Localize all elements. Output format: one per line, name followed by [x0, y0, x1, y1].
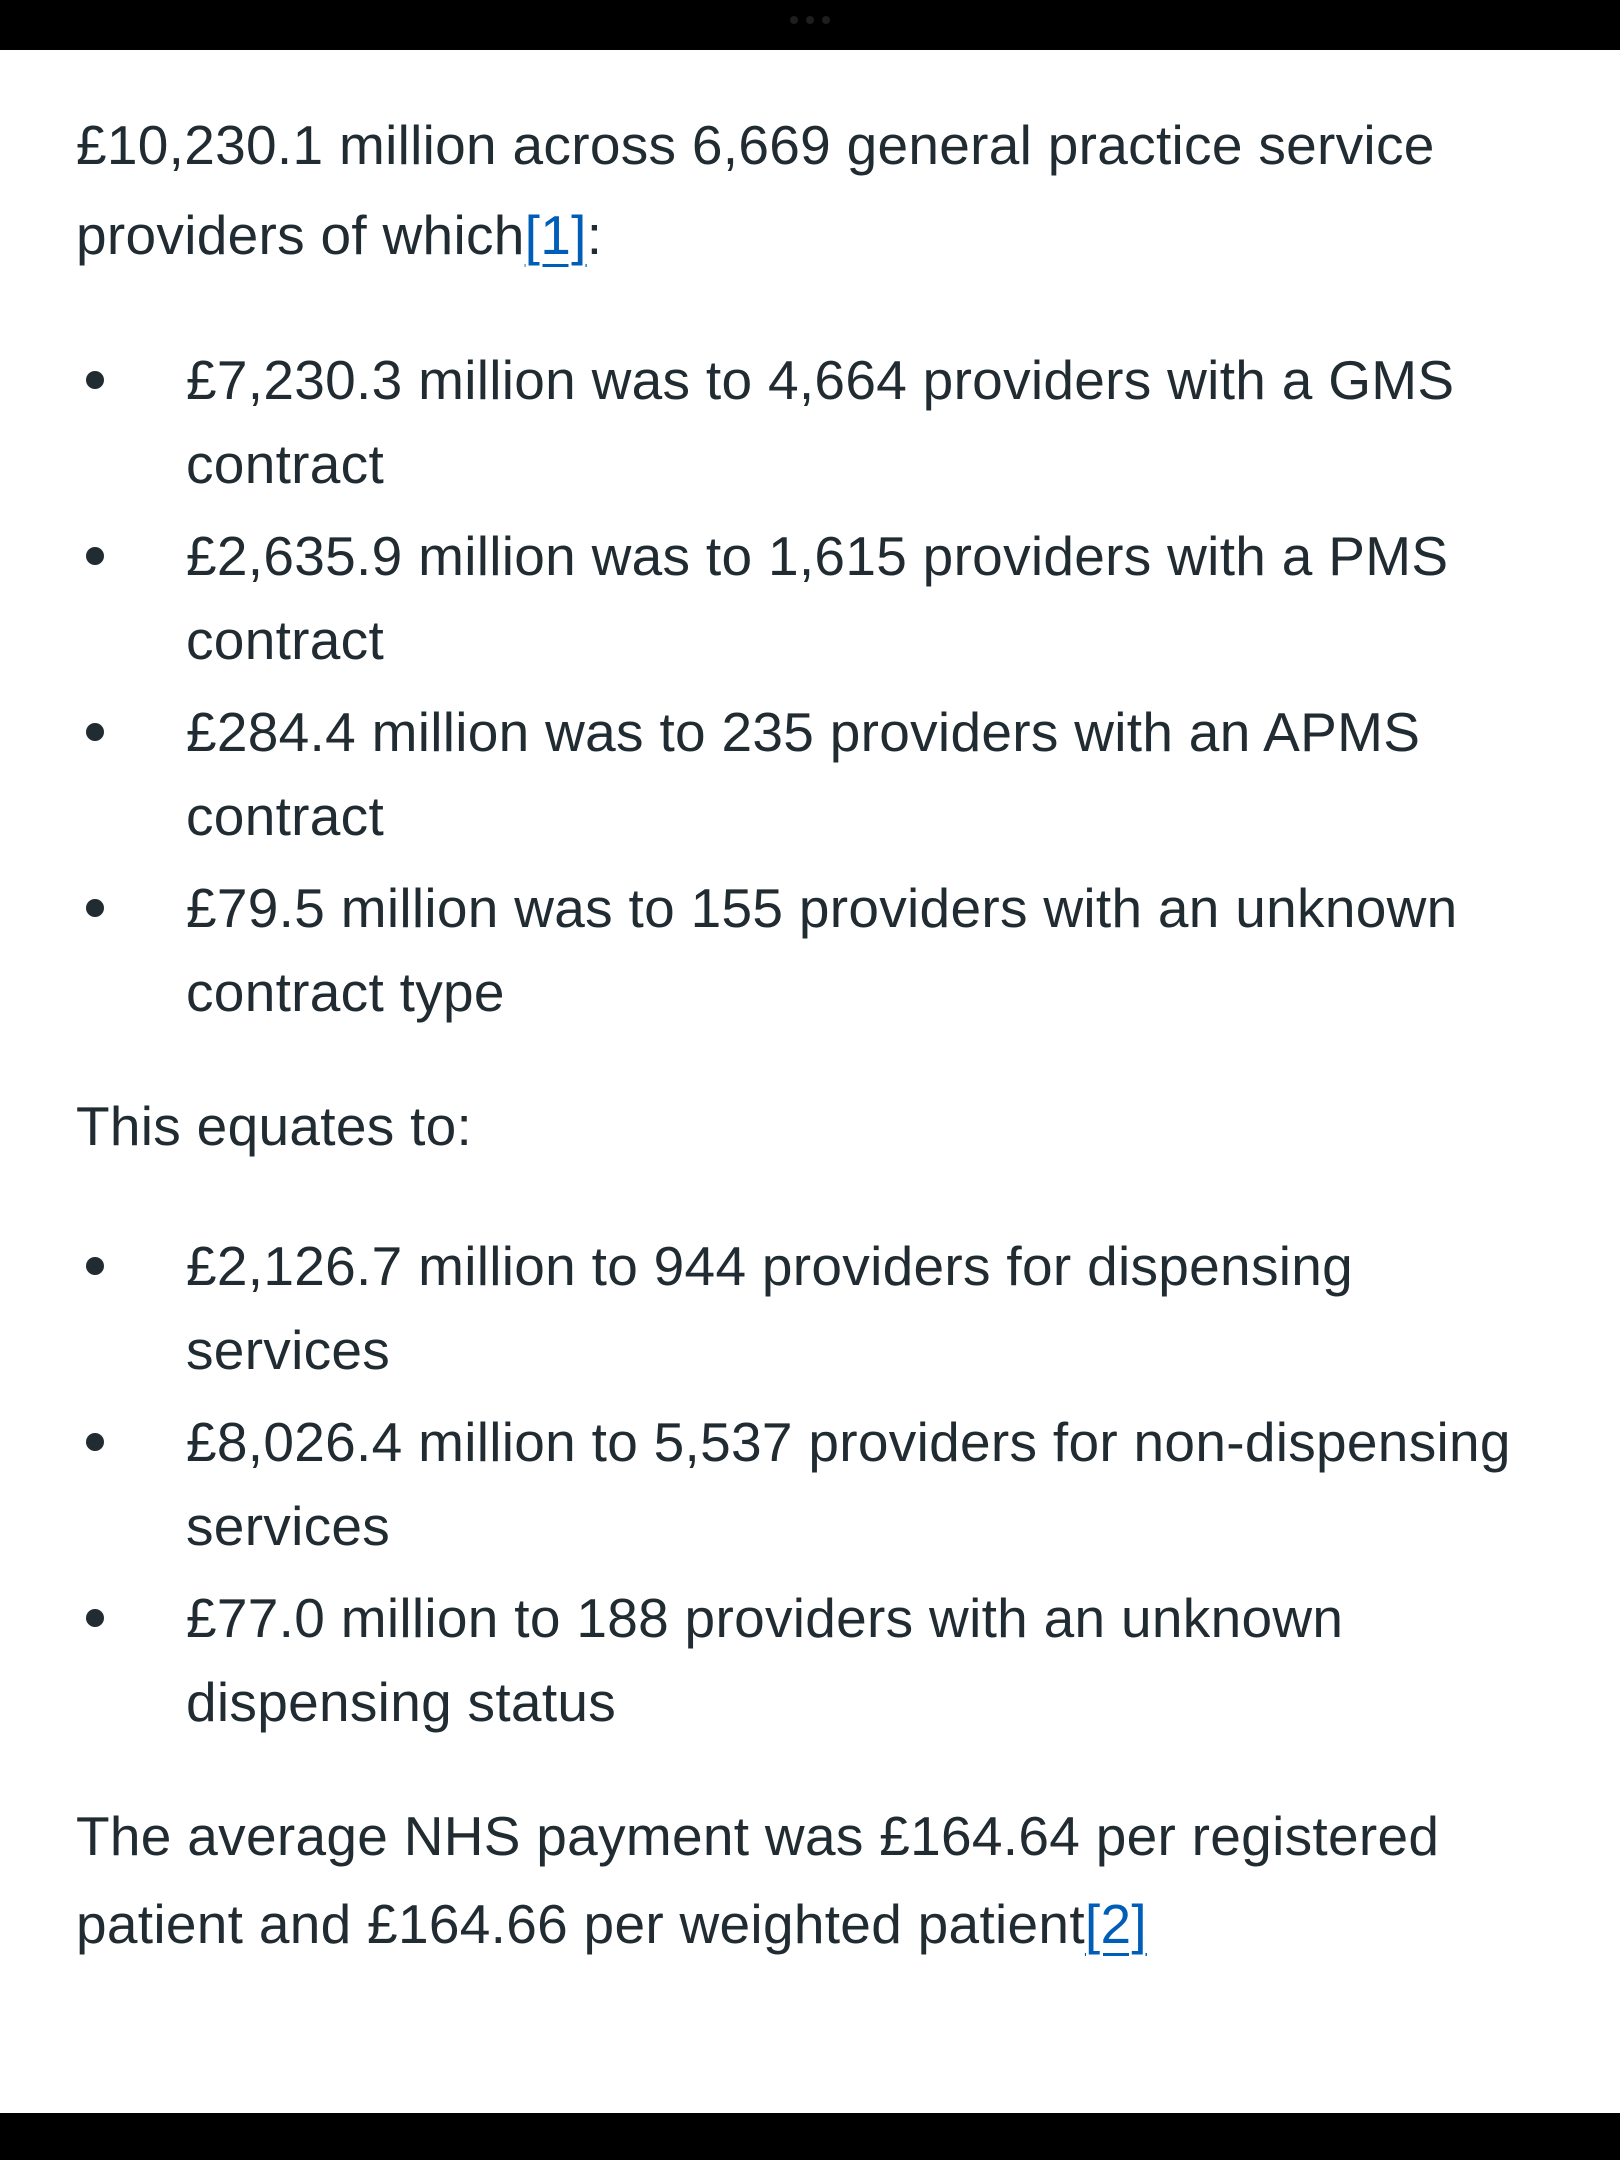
contract-type-list — [76, 338, 1570, 1034]
bullet-icon — [86, 1433, 104, 1451]
list-item — [76, 1576, 1570, 1744]
average-payment-paragraph — [76, 1792, 1570, 1968]
dot — [806, 16, 814, 24]
top-status-bar — [0, 0, 1620, 50]
footnote-link-1[interactable]: [1] — [524, 204, 587, 266]
list-item — [76, 514, 1570, 682]
bullet-icon — [86, 899, 104, 917]
bullet-icon — [86, 723, 104, 741]
footnote-link-2[interactable]: [2] — [1084, 1893, 1147, 1955]
list-item-text: £7,230.3 million was to 4,664 providers with a GMS contract — [186, 349, 1455, 495]
list-item — [76, 338, 1570, 506]
list-item — [76, 690, 1570, 858]
list-item — [76, 1400, 1570, 1568]
equates-paragraph: This equates to: — [76, 1095, 473, 1157]
intro-suffix: : — [586, 204, 603, 266]
list-item-text: £284.4 million was to 235 providers with an APMS contract — [186, 701, 1421, 847]
bullet-icon — [86, 1257, 104, 1275]
list-item-text: £8,026.4 million to 5,537 providers for non-dispensing services — [186, 1411, 1511, 1557]
dot — [790, 16, 798, 24]
list-item-text: £2,126.7 million to 944 providers for dispensing services — [186, 1235, 1354, 1381]
list-item-text: £2,635.9 million was to 1,615 providers with a PMS contract — [186, 525, 1449, 671]
bullet-icon — [86, 547, 104, 565]
bottom-bar — [0, 2113, 1620, 2160]
dispensing-list — [76, 1224, 1570, 1744]
average-text: The average NHS payment was £164.64 per registered patient and £164.66 per weighted patient — [76, 1805, 1440, 1955]
list-item-text: £77.0 million to 188 providers with an unknown dispensing status — [186, 1587, 1344, 1733]
list-item — [76, 1224, 1570, 1392]
intro-text: £10,230.1 million across 6,669 general practice service providers of which — [76, 114, 1435, 266]
list-item-text: £79.5 million was to 155 providers with an unknown contract type — [186, 877, 1458, 1023]
intro-paragraph — [76, 100, 1570, 280]
more-dots-icon[interactable] — [790, 16, 830, 24]
content-page — [0, 50, 1620, 2113]
bullet-icon — [86, 371, 104, 389]
dot — [822, 16, 830, 24]
bullet-icon — [86, 1609, 104, 1627]
list-item — [76, 866, 1570, 1034]
